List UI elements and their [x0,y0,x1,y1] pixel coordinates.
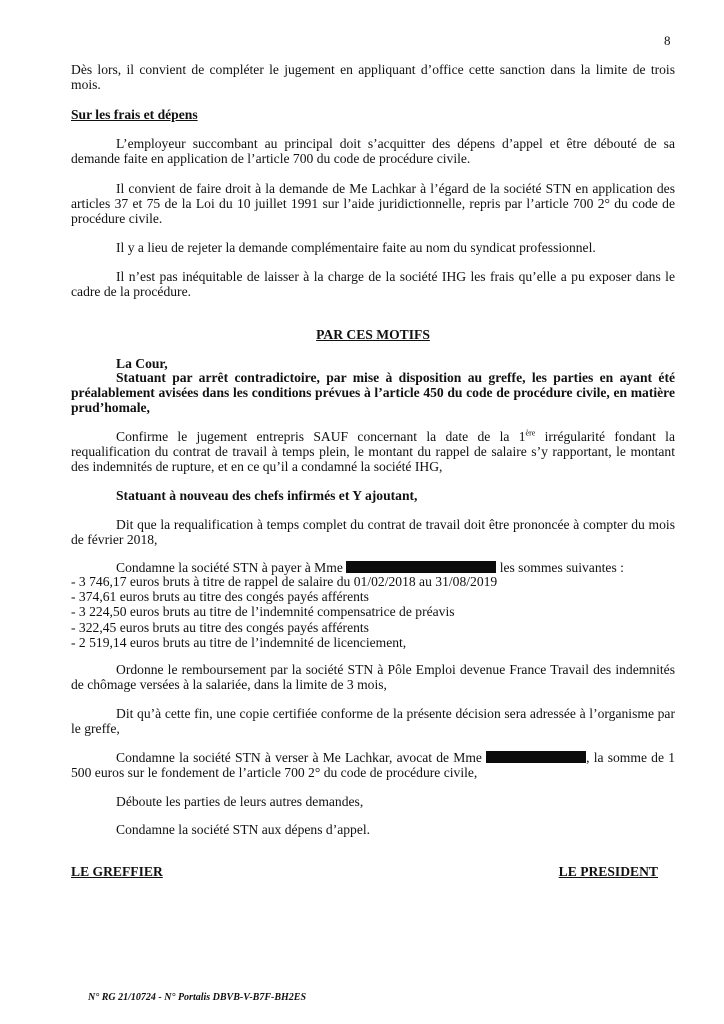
amount-item: - 3 746,17 euros bruts à titre de rappel de salaire du 01/02/2018 au 31/08/2019 [71,574,498,589]
ordonne-paragraph: Ordonne le remboursement par la société STN à Pôle Emploi devenue France Travail des indemnités de chômage versées à la salariée, dans la limite de 3 mois, [71,662,675,693]
nouveau-heading: Statuant à nouveau des chefs infirmés et Y ajoutant, [116,488,418,503]
intro-paragraph: Dès lors, il convient de compléter le jugement en appliquant d’office cette sanction dans la limite de trois mois. [71,62,675,93]
condamne-verser-paragraph: Condamne la société STN à verser à Me Lachkar, avocat de Mme , la somme de 1 500 euros sur le fondement de l’article 700 2° du code de procédure civile, [71,750,675,781]
amount-item: - 3 224,50 euros bruts au titre de l’indemnité compensatrice de préavis [71,604,455,620]
paragraph-employeur: L’employeur succombant au principal doit s’acquitter des dépens d’appel et être débouté de sa demande faite en application de l’article 700 du code de procédure civile. [71,136,675,167]
amount-item: - 322,45 euros bruts au titre des congés payés afférents [71,619,369,635]
president-signature: LE PRESIDENT [558,864,658,879]
paragraph-syndicat: Il y a lieu de rejeter la demande complémentaire faite au nom du syndicat professionnel. [116,240,596,255]
redacted-name [346,561,496,573]
amount-item: - 2 519,14 euros bruts au titre de l’indemnité de licenciement, [71,634,407,650]
section-title-frais: Sur les frais et dépens [71,107,198,122]
copie-paragraph: Dit qu’à cette fin, une copie certifiée conforme de la présente décision sera adressée à l’organisme par le greffe, [71,706,675,737]
la-cour: La Cour, [116,356,168,371]
amount-item: - 374,61 euros bruts au titre des congés payés afférents [71,589,369,605]
paragraph-lachkar: Il convient de faire droit à la demande de Me Lachkar à l’égard de la société STN en application des articles 37 et 75 de la Loi du 10 juillet 1991 sur l’aide juridictionnelle, repris par l’article 700 2° du code de procédure civile. [71,181,675,227]
condamne-payer-paragraph: Condamne la société STN à payer à Mme les sommes suivantes : [116,560,624,575]
page-number: 8 [664,33,671,48]
confirme-paragraph: Confirme le jugement entrepris SAUF concernant la date de la 1ère irrégularité fondant la requalification du contrat de travail à temps plein, le montant du rappel de salaire s’y rapportant, le montant des indemnités de rupture, et en ce qu’il a condamné la société IHG, [71,428,675,475]
paragraph-ihg: Il n’est pas inéquitable de laisser à la charge de la société IHG les frais qu’elle a pu exposer dans le cadre de la procédure. [71,269,675,300]
case-reference-footer: N° RG 21/10724 - N° Portalis DBVB-V-B7F-BH2ES [88,992,307,1003]
depens-paragraph: Condamne la société STN aux dépens d’appel. [116,822,371,837]
redacted-name [486,751,586,763]
deboute-paragraph: Déboute les parties de leurs autres demandes, [116,794,364,809]
amounts-list [71,574,675,650]
statuant-paragraph: Statuant par arrêt contradictoire, par mise à disposition au greffe, les parties en ayant été préalablement avisées dans les conditions prévues à l’article 450 du code de procédure civile, en matière prud’homale, [71,370,675,416]
greffier-signature: LE GREFFIER [71,864,163,879]
requalification-paragraph: Dit que la requalification à temps complet du contrat de travail doit être prononcée à compter du mois de février 2018, [71,517,675,548]
motifs-title: PAR CES MOTIFS [316,327,430,342]
